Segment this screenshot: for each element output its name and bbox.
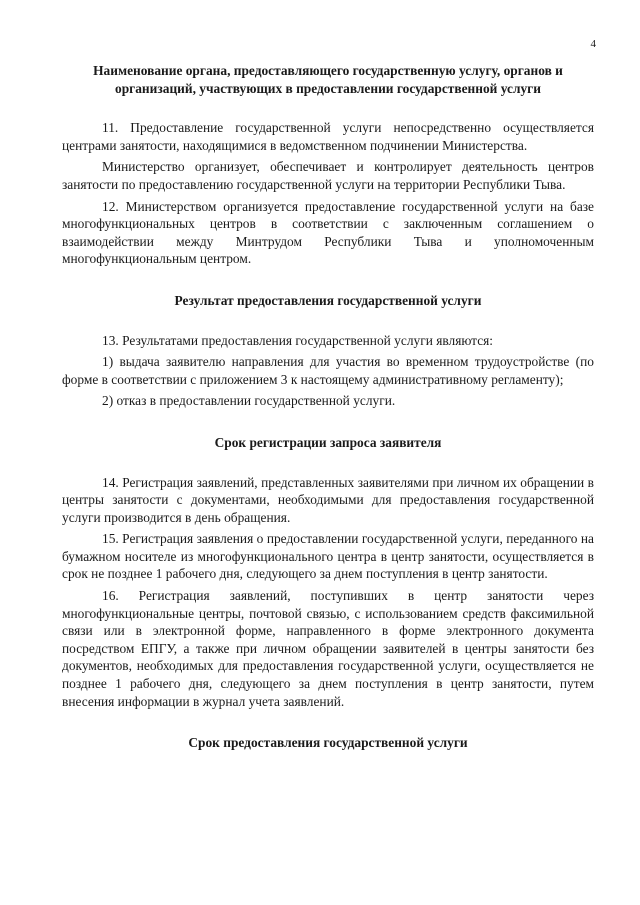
section-heading-authority: Наименование органа, предоставляющего государственную услугу, органов и организаций, участвующих в предоставлении государственной услуги [93,63,563,96]
paragraph-11: 11. Предоставление государственной услуги непосредственно осуществляется центрами занятости, находящимися в ведомственном подчинении Министерства. [62,120,594,153]
paragraph-16: 16. Регистрация заявлений, поступивших в центр занятости через многофункциональные центры, почтовой связью, с использованием средств факсимильной связи или в электронной форме, направленного в форме электронного документа посредством ЕПГУ, а также при личном обращении заявителей в центры занятости без документов, необходимых для предоставления государственной услуги, осуществляется не позднее 1 рабочего дня, следующего за днем поступления в центр занятости, путем внесения информации в журнал учета заявлений. [62,588,594,709]
document-body [62,62,594,752]
paragraph-13-item-2: 2) отказ в предоставлении государственной услуги. [102,393,396,409]
paragraph-13-item-1: 1) выдача заявителю направления для участия во временном трудоустройстве (по форме в соответствии с приложением 3 к настоящему административному регламенту); [62,354,594,387]
section-heading-term: Срок предоставления государственной услуги [188,735,468,751]
paragraph-15: 15. Регистрация заявления о предоставлении государственной услуги, переданного на бумажном носителе из многофункционального центра в центр занятости, осуществляется в срок не позднее 1 рабочего дня, следующего за днем поступления в центр занятости. [62,531,594,582]
page-number: 4 [590,38,596,50]
section-heading-registration: Срок регистрации запроса заявителя [214,434,442,450]
paragraph-13: 13. Результатами предоставления государственной услуги являются: [102,332,494,348]
paragraph-ministry-organizes: Министерство организует, обеспечивает и контролирует деятельность центров занятости по предоставлению государственной услуги на территории Республики Тыва. [62,159,594,192]
paragraph-12: 12. Министерством организуется предоставление государственной услуги на базе многофункциональных центров в соответствии с заключенным соглашением о взаимодействии между Минтрудом Республики Тыва и уполномоченным многофункциональным центром. [62,198,594,267]
section-heading-result: Результат предоставления государственной услуги [174,292,482,308]
paragraph-14: 14. Регистрация заявлений, представленных заявителями при личном их обращении в центры занятости с документами, необходимыми для предоставления государственной услуги производится в день обращения. [62,474,594,525]
